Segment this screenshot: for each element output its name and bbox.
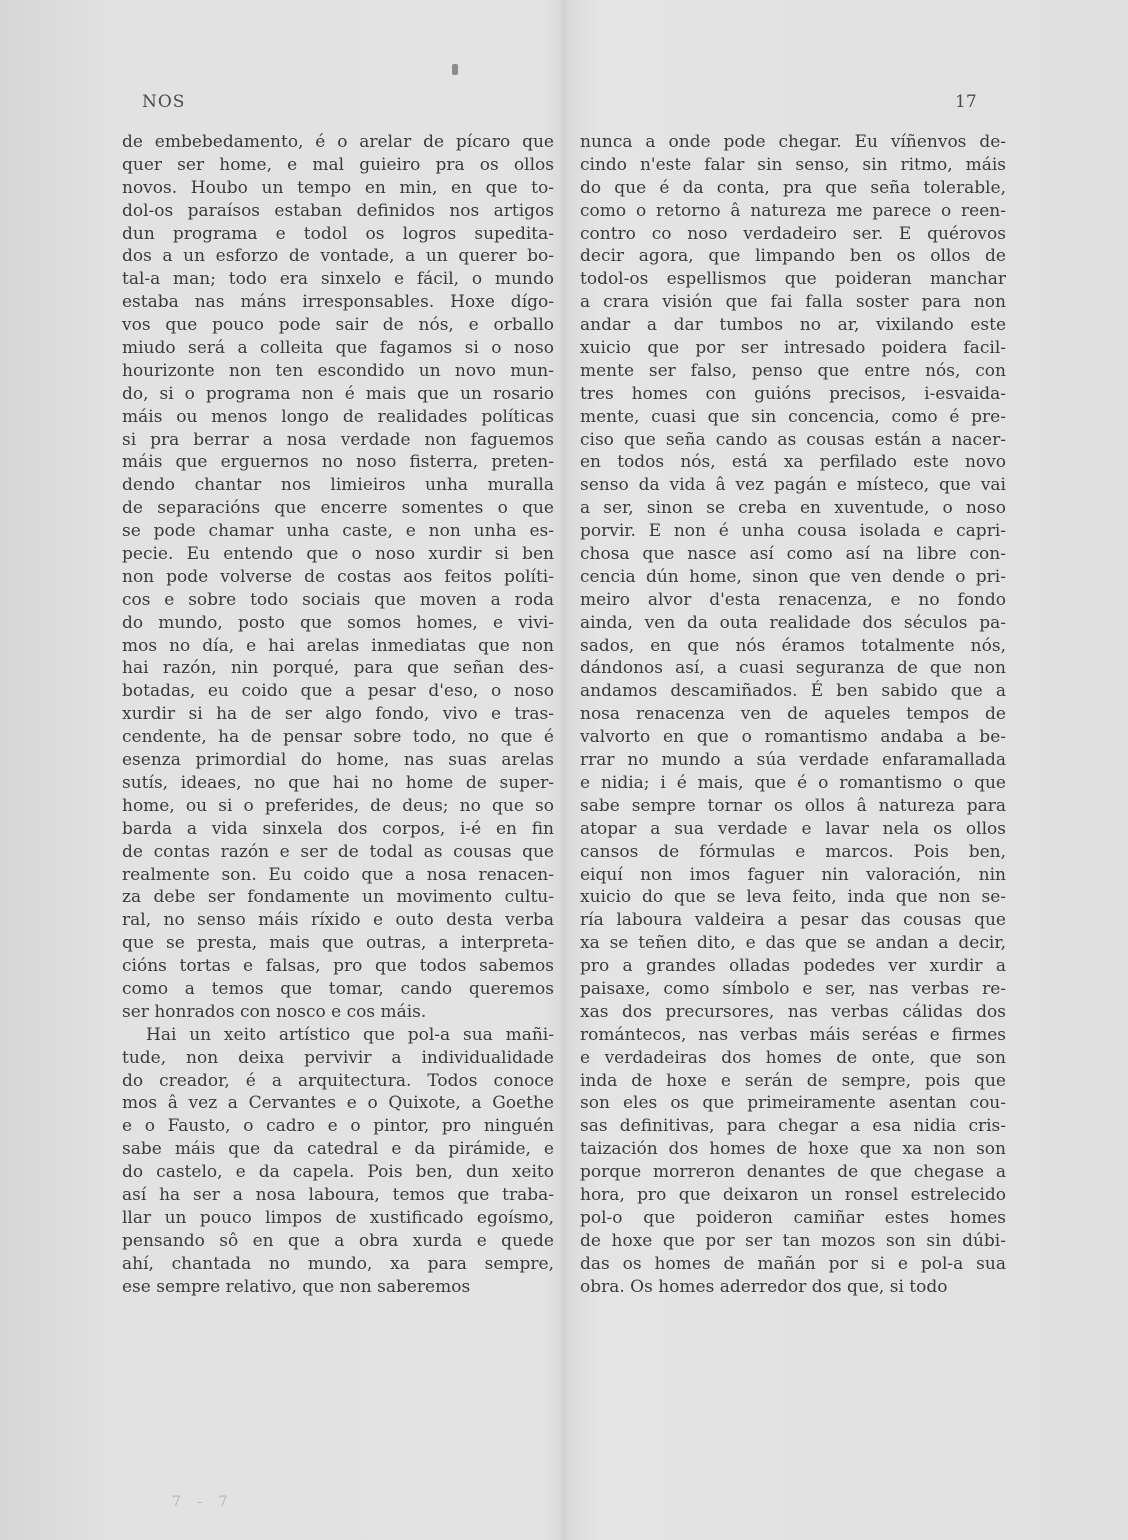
- text-line: realmente son. Eu coido que a nosa renacen-: [122, 864, 554, 885]
- text-line: a ser, sinon se creba en xuventude, o noso: [580, 498, 1006, 519]
- text-line: llar un pouco limpos de xustificado egoísmo,: [122, 1207, 554, 1228]
- ink-mark: [452, 64, 458, 75]
- text-line: sabe sempre tornar os ollos â natureza para: [580, 795, 1006, 816]
- left-text-column: [122, 131, 554, 1298]
- text-line: vos que pouco pode sair de nós, e orballo: [122, 315, 554, 336]
- page-fold: [560, 0, 568, 1540]
- text-line: pensando sô en que a obra xurda e quede: [122, 1230, 554, 1251]
- text-line: ese sempre relativo, que non saberemos: [122, 1276, 471, 1297]
- text-line: eiquí non imos faguer nin valoración, nin: [580, 864, 1006, 885]
- text-line: chosa que nasce así como así na libre con-: [580, 544, 1006, 565]
- text-line: das os homes de mañán por si e pol-a sua: [580, 1253, 1006, 1274]
- text-line: dendo chantar nos limieiros unha muralla: [122, 475, 554, 496]
- text-line: botadas, eu coido que a pesar d'eso, o noso: [122, 681, 554, 702]
- text-line: sados, en que nós éramos totalmente nós,: [580, 635, 1006, 656]
- text-line: que se presta, mais que outras, a interpreta-: [122, 933, 554, 954]
- text-line: e o Fausto, o cadro e o pintor, pro ninguén: [122, 1116, 554, 1137]
- text-line: de contas razón e ser de todal as cousas que: [122, 841, 554, 862]
- text-line: barda a vida sinxela dos corpos, i-é en fin: [122, 818, 554, 839]
- text-line: valvorto en que o romantismo andaba a be-: [580, 727, 1006, 748]
- text-line: xa se teñen dito, e das que se andan a decir,: [580, 933, 1006, 954]
- text-line: Hai un xeito artístico que pol-a sua mañi-: [146, 1024, 554, 1045]
- text-line: mente, cuasi que sin concencia, como é pre-: [580, 406, 1006, 427]
- text-line: contro co noso verdadeiro ser. E quérovos: [580, 223, 1006, 244]
- text-line: do, si o programa non é mais que un rosario: [122, 383, 554, 404]
- text-line: quer ser home, e mal guieiro pra os ollos: [122, 154, 554, 175]
- text-line: obra. Os homes aderredor dos que, si todo: [580, 1276, 948, 1297]
- text-line: de hoxe que por ser tan mozos son sin dúbi-: [580, 1230, 1006, 1251]
- text-line: nosa renacenza ven de aqueles tempos de: [580, 704, 1006, 725]
- text-line: hora, pro que deixaron un ronsel estrelecido: [580, 1184, 1006, 1205]
- text-line: son eles os que primeiramente asentan cou-: [580, 1093, 1006, 1114]
- text-line: e verdadeiras dos homes de onte, que son: [580, 1047, 1006, 1068]
- text-line: como a temos que tomar, cando queremos: [122, 978, 554, 999]
- text-line: a crara visión que fai falla soster para non: [580, 292, 1006, 313]
- text-line: ral, no senso máis ríxido e outo desta verba: [122, 910, 554, 931]
- text-line: ser honrados con nosco e cos máis.: [122, 1001, 427, 1022]
- text-line: pol-o que poideron camiñar estes homes: [580, 1207, 1006, 1228]
- text-line: atopar a sua verdade e lavar nela os ollos: [580, 818, 1006, 839]
- text-line: sas definitivas, para chegar a esa nidia cris-: [580, 1116, 1006, 1137]
- text-line: taización dos homes de hoxe que xa non son: [580, 1139, 1006, 1160]
- text-line: en todos nós, está xa perfilado este novo: [580, 452, 1006, 473]
- text-line: mente ser falso, penso que entre nós, con: [580, 360, 1006, 381]
- text-line: pro a grandes olladas podedes ver xurdir a: [580, 956, 1006, 977]
- text-line: cos e sobre todo sociais que moven a roda: [122, 589, 554, 610]
- text-line: mos no día, e hai arelas inmediatas que non: [122, 635, 554, 656]
- text-line: inda de hoxe e serán de sempre, pois que: [580, 1070, 1006, 1091]
- text-line: de embebedamento, é o arelar de pícaro que: [122, 132, 554, 152]
- text-line: hourizonte non ten escondido un novo mun-: [122, 360, 554, 381]
- text-line: si pra berrar a nosa verdade non faguemos: [122, 429, 554, 450]
- text-line: rrar no mundo a súa verdade enfaramallada: [580, 750, 1006, 771]
- text-line: ainda, ven da outa realidade dos séculos pa-: [580, 612, 1006, 633]
- text-line: e nidia; i é mais, que é o romantismo o que: [580, 772, 1006, 793]
- text-line: hai razón, nin porqué, para que señan des-: [122, 658, 554, 679]
- text-line: andar a dar tumbos no ar, vixilando este: [580, 315, 1006, 336]
- text-line: decir agora, que limpando ben os ollos de: [580, 246, 1006, 267]
- text-line: cións tortas e falsas, pro que todos sabemos: [122, 956, 554, 977]
- text-line: xuicio que por ser intresado poidera facil-: [580, 338, 1006, 359]
- text-line: dos a un esforzo de vontade, a un querer bo-: [122, 246, 554, 267]
- text-line: do que é da conta, pra que seña tolerable,: [580, 177, 1006, 198]
- text-line: dol-os paraísos estaban definidos nos artigos: [122, 200, 554, 221]
- text-line: ría laboura valdeira a pesar das cousas que: [580, 910, 1006, 931]
- text-line: do creador, é a arquitectura. Todos conoce: [122, 1070, 554, 1091]
- text-line: xurdir si ha de ser algo fondo, vivo e tras-: [122, 704, 554, 725]
- text-line: sabe máis que da catedral e da pirámide, e: [122, 1139, 554, 1160]
- text-line: andamos descamiñados. É ben sabido que a: [580, 681, 1006, 702]
- text-line: za debe ser fondamente un movimento cultu-: [122, 887, 554, 908]
- right-text-column: [580, 131, 1006, 1298]
- text-line: se pode chamar unha caste, e non unha es-: [122, 521, 554, 542]
- text-line: mos â vez a Cervantes e o Quixote, a Goethe: [122, 1093, 554, 1114]
- text-line: senso da vida â vez pagán e místeco, que vai: [580, 475, 1006, 496]
- text-line: porvir. E non é unha cousa isolada e capri-: [580, 521, 1006, 542]
- text-line: non pode volverse de costas aos feitos políti-: [122, 566, 554, 587]
- text-line: cencia dún home, sinon que ven dende o pri-: [580, 566, 1006, 587]
- text-line: dándonos así, a cuasi seguranza de que non: [580, 658, 1006, 679]
- text-line: xas dos precursores, nas verbas cálidas dos: [580, 1001, 1006, 1022]
- print-smudge: 7 - 7: [172, 1494, 234, 1510]
- text-line: novos. Houbo un tempo en min, en que to-: [122, 177, 554, 198]
- text-line: tres homes con guións precisos, i-esvaida-: [580, 383, 1006, 404]
- text-line: miudo será a colleita que fagamos si o noso: [122, 338, 554, 359]
- text-line: sutís, ideaes, no que hai no home de super-: [122, 772, 554, 793]
- text-line: así ha ser a nosa laboura, temos que traba-: [122, 1184, 554, 1205]
- text-line: máis que erguernos no noso fisterra, preten-: [122, 452, 554, 473]
- text-line: do mundo, posto que somos homes, e vivi-: [122, 612, 554, 633]
- text-line: do castelo, e da capela. Pois ben, dun xeito: [122, 1162, 554, 1183]
- text-line: tude, non deixa pervivir a individualidade: [122, 1047, 554, 1068]
- text-line: cansos de fórmulas e marcos. Pois ben,: [580, 841, 1006, 862]
- text-line: meiro alvor d'esta renacenza, e no fondo: [580, 589, 1006, 610]
- text-line: como o retorno â natureza me parece o reen-: [580, 200, 1006, 221]
- text-line: estaba nas máns irresponsables. Hoxe dígo-: [122, 292, 554, 313]
- text-line: ahí, chantada no mundo, xa para sempre,: [122, 1253, 554, 1274]
- text-line: xuicio do que se leva feito, inda que non se-: [580, 887, 1006, 908]
- text-line: todol-os espellismos que poideran manchar: [580, 269, 1006, 290]
- text-line: nunca a onde pode chegar. Eu víñenvos de-: [580, 132, 1006, 152]
- text-line: máis ou menos longo de realidades políticas: [122, 406, 554, 427]
- running-head-journal: NOS: [142, 92, 186, 112]
- text-line: cindo n'este falar sin senso, sin ritmo, máis: [580, 154, 1006, 175]
- text-line: ciso que seña cando as cousas están a nacer-: [580, 429, 1006, 450]
- text-line: romántecos, nas verbas máis seréas e firmes: [580, 1024, 1006, 1045]
- page-number: 17: [955, 92, 977, 112]
- text-line: home, ou si o preferides, de deus; no que so: [122, 795, 554, 816]
- text-line: de separacións que encerre somentes o que: [122, 498, 554, 519]
- text-line: paisaxe, como símbolo e ser, nas verbas re-: [580, 978, 1006, 999]
- text-line: tal-a man; todo era sinxelo e fácil, o mundo: [122, 269, 554, 290]
- text-line: esenza primordial do home, nas suas arelas: [122, 750, 554, 771]
- text-line: porque morreron denantes de que chegase a: [580, 1162, 1006, 1183]
- text-line: dun programa e todol os logros supedita-: [122, 223, 554, 244]
- text-line: pecie. Eu entendo que o noso xurdir si ben: [122, 544, 554, 565]
- text-line: cendente, ha de pensar sobre todo, no que é: [122, 727, 554, 748]
